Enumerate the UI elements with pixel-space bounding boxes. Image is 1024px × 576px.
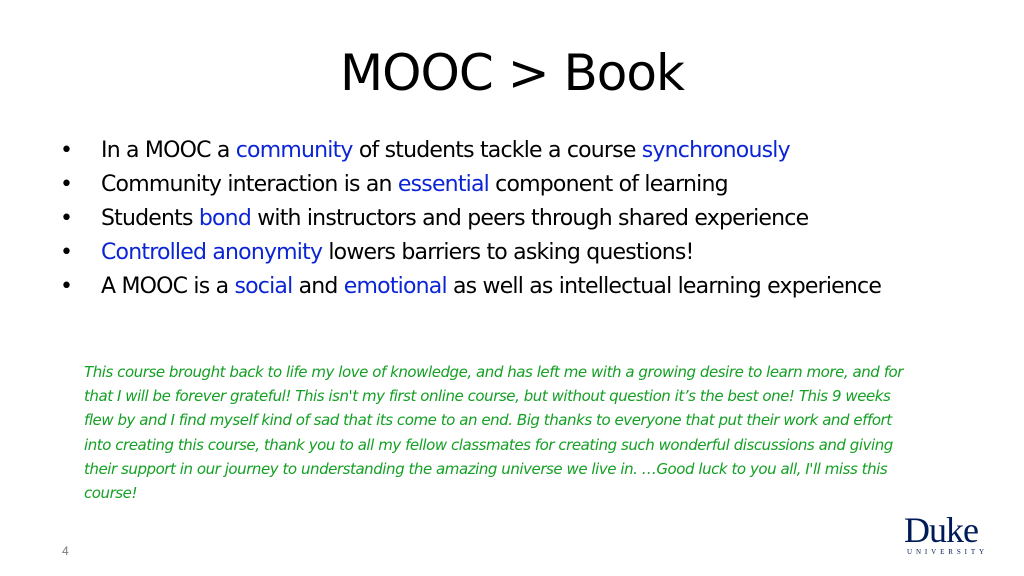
bullet-text: component of learning — [488, 172, 728, 197]
logo-wordmark: Duke — [904, 510, 978, 550]
logo-subtitle: UNIVERSITY — [907, 548, 988, 556]
student-quote: This course brought back to life my love of knowledge, and has left me with a growing desire to learn more, and for that I will be forever grateful! This isn't my first online course, but without question it’s the best one! This 9 weeks flew by and I find myself kind of sad that its come to an end. Big thanks to everyone that put their work and effort into creating this course, thank you to all my fellow classmates for creating such wonderful discussions and giving their support in our journey to understanding the amazing universe we live in. …Good luck to you all, I'll miss this course! — [84, 363, 903, 503]
bullet-text: of students tackle a course — [352, 138, 642, 163]
bullet-item — [60, 171, 960, 199]
bullet-text: In a MOOC a — [101, 138, 236, 163]
bullet-text: A MOOC is a — [101, 274, 235, 299]
bullet-item — [60, 205, 960, 233]
bullet-text: and — [292, 274, 344, 299]
bullet-item — [60, 239, 960, 267]
highlighted-term: synchronously — [641, 138, 790, 163]
bullet-dot-icon: • — [60, 206, 73, 231]
bullet-item — [60, 273, 960, 301]
highlighted-term: Controlled anonymity — [101, 240, 323, 265]
bullet-text: lowers barriers to asking questions! — [322, 240, 694, 265]
bullet-text: Students — [101, 206, 199, 231]
highlighted-term: bond — [198, 206, 251, 231]
highlighted-term: emotional — [343, 274, 447, 299]
highlighted-term: community — [235, 138, 353, 163]
bullet-item — [60, 137, 960, 165]
page-number: 4 — [62, 544, 69, 558]
bullet-text: as well as intellectual learning experience — [446, 274, 882, 299]
bullet-dot-icon: • — [60, 138, 73, 163]
bullet-dot-icon: • — [60, 274, 73, 299]
bullet-text: with instructors and peers through shared experience — [251, 206, 809, 231]
bullet-dot-icon: • — [60, 172, 73, 197]
highlighted-term: social — [234, 274, 293, 299]
highlighted-term: essential — [397, 172, 489, 197]
slide-title: MOOC > Book — [340, 44, 684, 102]
duke-university-logo — [904, 512, 1006, 558]
bullet-text: Community interaction is an — [101, 172, 398, 197]
bullet-list — [60, 137, 960, 307]
bullet-dot-icon: • — [60, 240, 73, 265]
